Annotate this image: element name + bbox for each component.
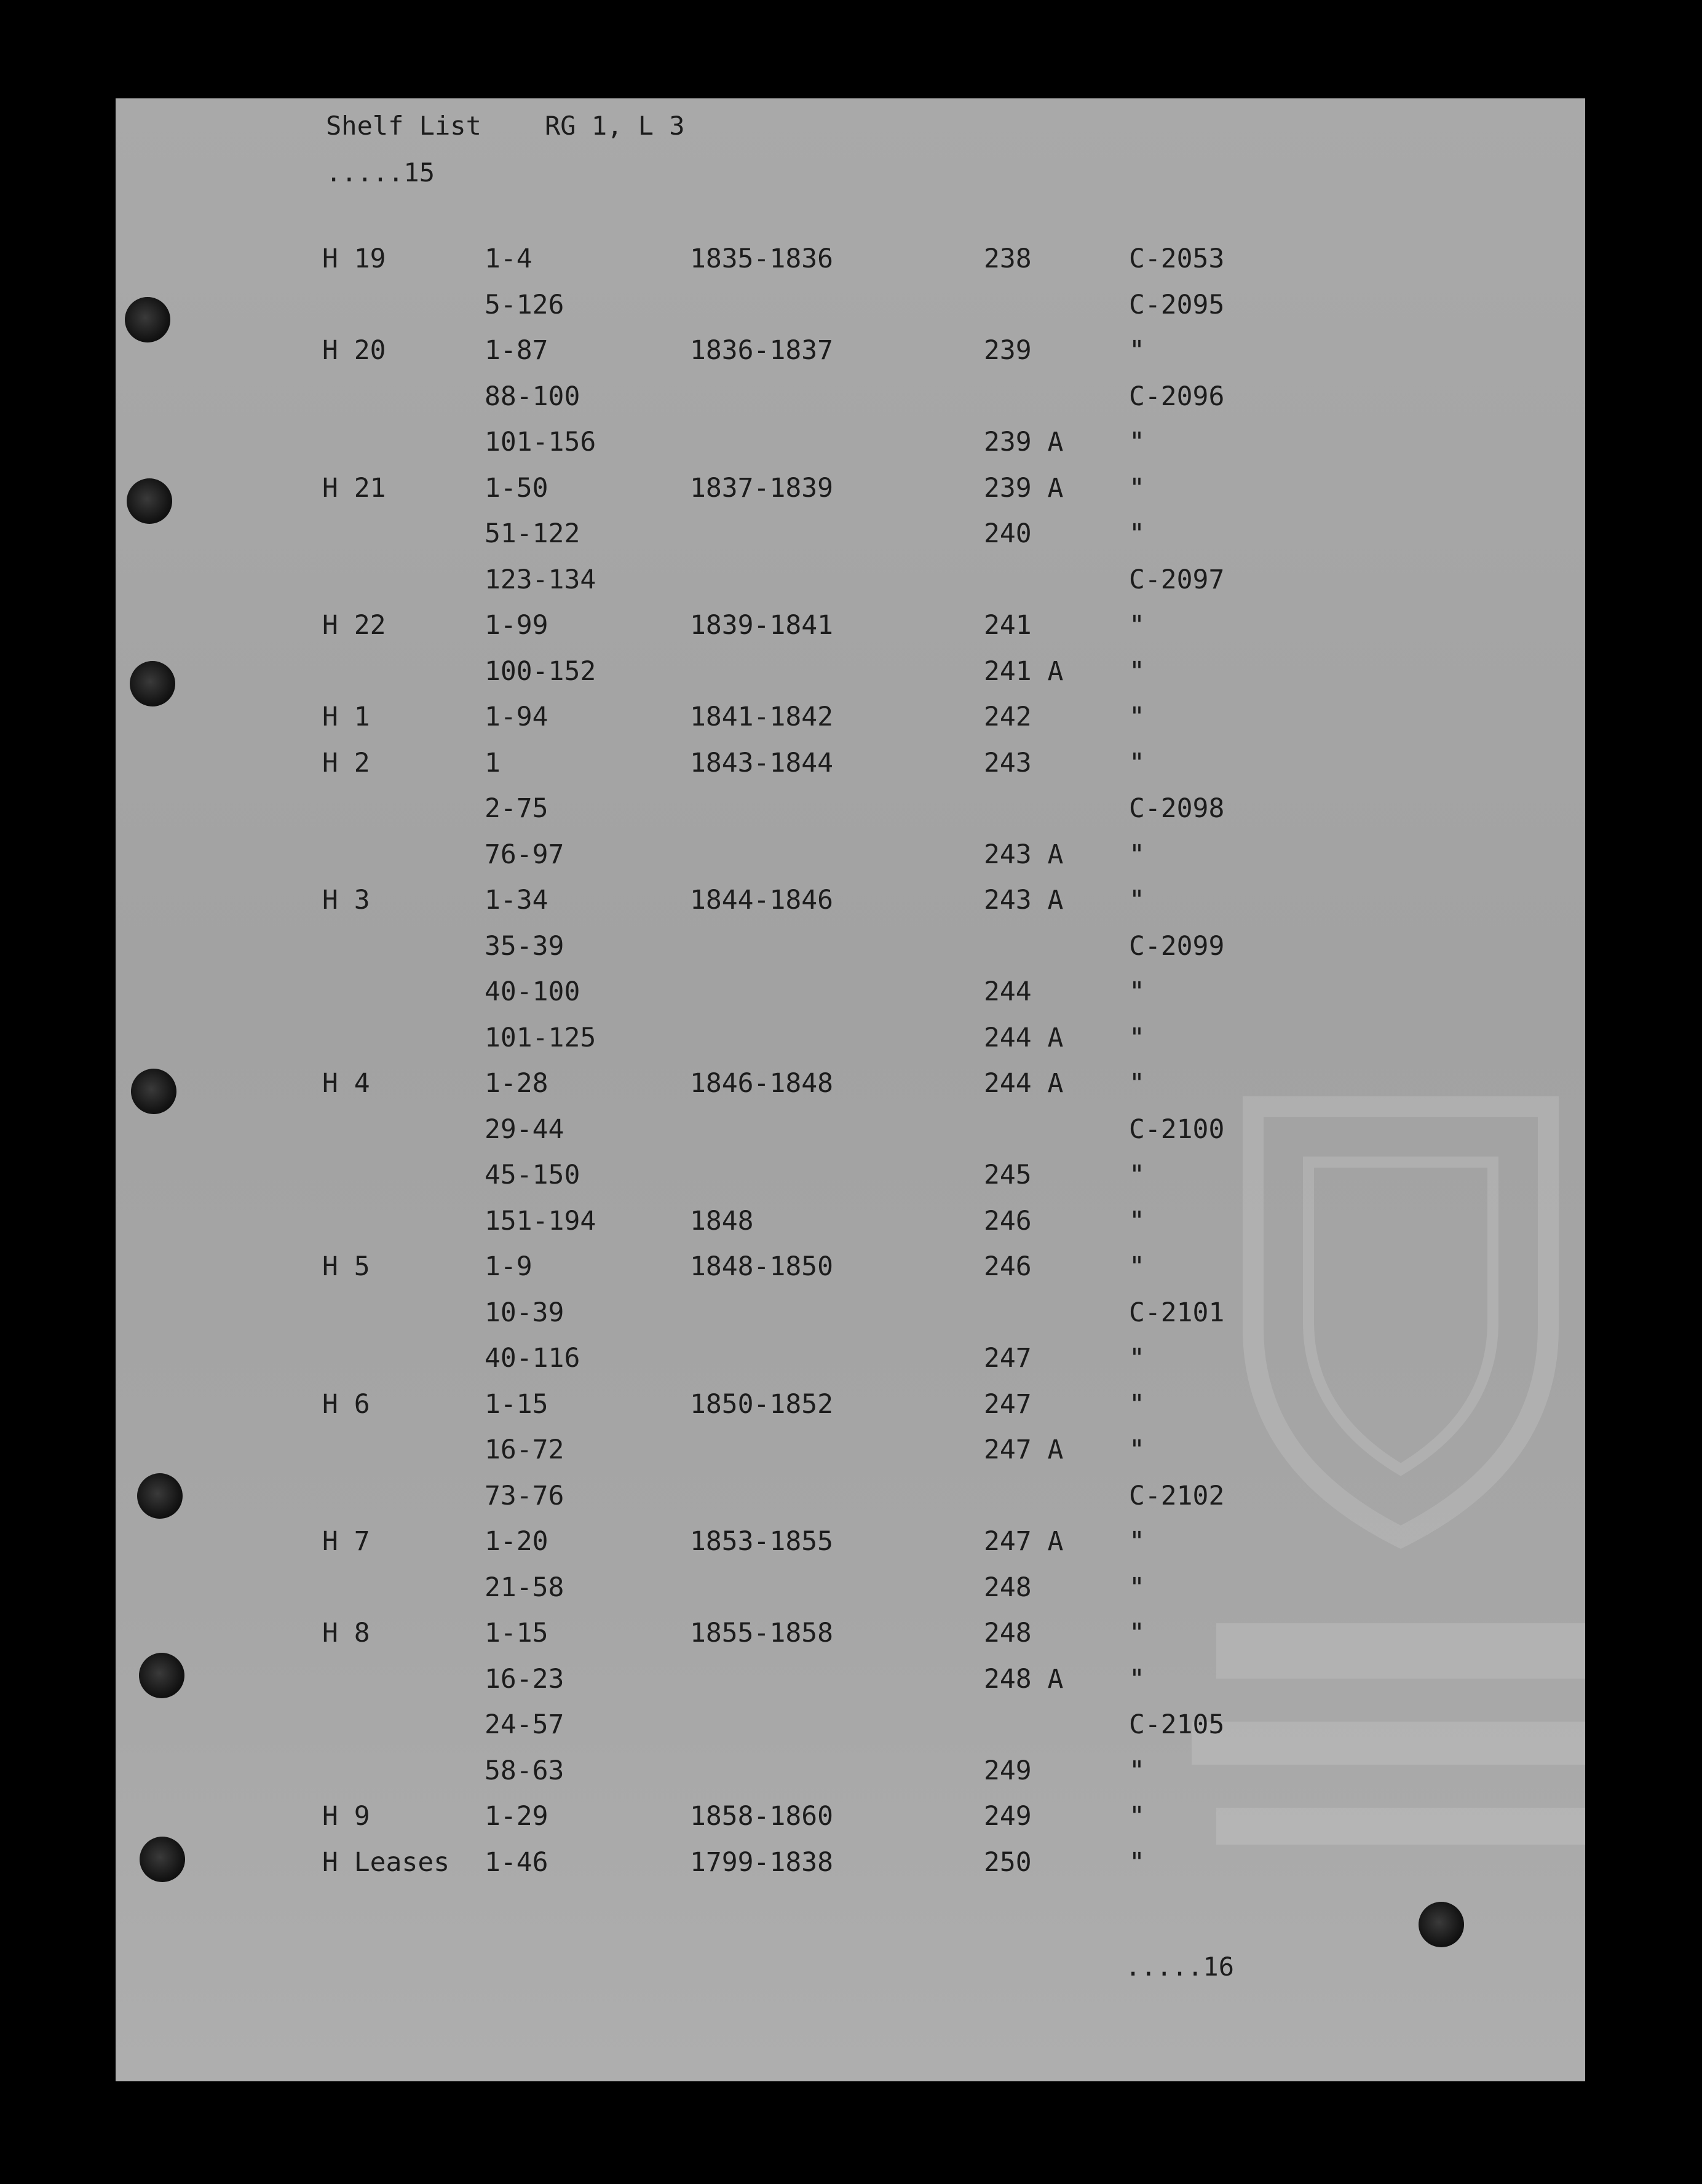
row-volume: 246 <box>984 1251 1032 1282</box>
row-volume: 244 A <box>984 1068 1064 1099</box>
row-reel: " <box>1129 1846 1145 1878</box>
row-range: 1-50 <box>485 472 548 504</box>
header-title: Shelf List <box>326 111 481 141</box>
row-years: 1799-1838 <box>690 1846 833 1878</box>
row-series: H 8 <box>322 1618 370 1648</box>
row-range: 1-20 <box>485 1526 548 1557</box>
row-volume: 245 <box>984 1160 1032 1190</box>
row-volume: 239 A <box>984 472 1064 504</box>
row-range: 1-34 <box>485 885 548 916</box>
row-volume: 247 A <box>984 1526 1064 1557</box>
crest-watermark <box>1179 1070 1585 1931</box>
row-range: 1-28 <box>485 1068 548 1099</box>
row-range: 35-39 <box>485 930 564 962</box>
row-years: 1841-1842 <box>690 702 833 732</box>
row-reel: " <box>1129 1343 1145 1374</box>
row-years: 1848-1850 <box>690 1251 833 1282</box>
row-reel: " <box>1129 518 1145 549</box>
row-range: 1-94 <box>485 702 548 732</box>
row-volume: 239 A <box>984 427 1064 457</box>
row-reel: " <box>1129 610 1145 641</box>
row-volume: 240 <box>984 518 1032 549</box>
row-volume: 247 <box>984 1343 1032 1374</box>
row-series: H 6 <box>322 1388 370 1420</box>
row-range: 1-46 <box>485 1846 548 1878</box>
row-reel: " <box>1129 655 1145 687</box>
row-range: 73-76 <box>485 1480 564 1511</box>
row-reel: " <box>1129 885 1145 916</box>
row-volume: 239 <box>984 335 1032 366</box>
row-range: 58-63 <box>485 1755 564 1786</box>
row-volume: 248 <box>984 1618 1032 1648</box>
row-reel: " <box>1129 1205 1145 1236</box>
row-volume: 247 <box>984 1388 1032 1420</box>
row-range: 101-156 <box>485 427 596 457</box>
row-volume: 246 <box>984 1205 1032 1236</box>
row-range: 16-72 <box>485 1434 564 1465</box>
row-volume: 247 A <box>984 1434 1064 1465</box>
row-volume: 242 <box>984 702 1032 732</box>
row-reel: " <box>1129 472 1145 504</box>
row-range: 1-99 <box>485 610 548 641</box>
row-series: H 21 <box>322 472 386 504</box>
row-series: H 4 <box>322 1068 370 1099</box>
row-range: 40-116 <box>485 1343 580 1374</box>
row-series: H 7 <box>322 1526 370 1557</box>
row-range: 1-29 <box>485 1801 548 1832</box>
row-range: 40-100 <box>485 976 580 1007</box>
row-reel: C-2101 <box>1129 1297 1225 1328</box>
row-years: 1848 <box>690 1205 754 1236</box>
row-range: 1 <box>485 747 501 778</box>
row-years: 1858-1860 <box>690 1801 833 1832</box>
punch-hole <box>130 661 175 706</box>
row-years: 1844-1846 <box>690 885 833 916</box>
row-reel: C-2053 <box>1129 243 1225 274</box>
punch-hole <box>1419 1902 1464 1947</box>
row-reel: C-2099 <box>1129 930 1225 962</box>
row-series: H Leases <box>322 1846 450 1878</box>
row-volume: 249 <box>984 1801 1032 1832</box>
row-reel: " <box>1129 1755 1145 1786</box>
row-series: H 3 <box>322 885 370 916</box>
row-range: 51-122 <box>485 518 580 549</box>
row-series: H 5 <box>322 1251 370 1282</box>
row-reel: " <box>1129 1388 1145 1420</box>
row-series: H 20 <box>322 335 386 366</box>
row-years: 1835-1836 <box>690 243 833 274</box>
row-range: 101-125 <box>485 1022 596 1053</box>
punch-hole <box>131 1069 176 1114</box>
row-reel: C-2097 <box>1129 564 1225 595</box>
document-sheet <box>116 98 1585 2081</box>
row-range: 76-97 <box>485 839 564 870</box>
row-reel: " <box>1129 747 1145 778</box>
row-years: 1839-1841 <box>690 610 833 641</box>
row-series: H 22 <box>322 610 386 641</box>
row-range: 5-126 <box>485 289 564 320</box>
row-volume: 238 <box>984 243 1032 274</box>
row-range: 16-23 <box>485 1663 564 1695</box>
row-reel: C-2096 <box>1129 381 1225 412</box>
row-reel: C-2102 <box>1129 1480 1225 1511</box>
row-reel: " <box>1129 1618 1145 1648</box>
row-range: 1-4 <box>485 243 532 274</box>
row-reel: " <box>1129 1022 1145 1053</box>
row-range: 1-15 <box>485 1388 548 1420</box>
row-years: 1843-1844 <box>690 747 833 778</box>
row-reel: " <box>1129 1160 1145 1190</box>
row-series: H 1 <box>322 702 370 732</box>
header-reference: RG 1, L 3 <box>545 111 685 141</box>
row-range: 2-75 <box>485 793 548 824</box>
punch-hole <box>125 297 170 342</box>
page-marker: .....15 <box>326 157 435 188</box>
row-range: 21-58 <box>485 1572 564 1603</box>
row-range: 1-15 <box>485 1618 548 1648</box>
row-reel: " <box>1129 1801 1145 1832</box>
row-years: 1846-1848 <box>690 1068 833 1099</box>
row-range: 24-57 <box>485 1709 564 1740</box>
row-reel: C-2095 <box>1129 289 1225 320</box>
row-reel: C-2100 <box>1129 1114 1225 1145</box>
row-range: 45-150 <box>485 1160 580 1190</box>
row-range: 100-152 <box>485 655 596 687</box>
row-volume: 243 <box>984 747 1032 778</box>
row-volume: 244 A <box>984 1022 1064 1053</box>
row-series: H 9 <box>322 1801 370 1832</box>
row-volume: 243 A <box>984 885 1064 916</box>
row-reel: " <box>1129 976 1145 1007</box>
row-range: 151-194 <box>485 1205 596 1236</box>
row-range: 1-87 <box>485 335 548 366</box>
row-range: 1-9 <box>485 1251 532 1282</box>
row-volume: 244 <box>984 976 1032 1007</box>
row-years: 1837-1839 <box>690 472 833 504</box>
row-volume: 243 A <box>984 839 1064 870</box>
row-range: 123-134 <box>485 564 596 595</box>
punch-hole <box>140 1837 185 1882</box>
row-years: 1850-1852 <box>690 1388 833 1420</box>
row-reel: " <box>1129 1068 1145 1099</box>
row-years: 1836-1837 <box>690 335 833 366</box>
row-reel: " <box>1129 427 1145 457</box>
row-volume: 250 <box>984 1846 1032 1878</box>
row-reel: " <box>1129 335 1145 366</box>
row-reel: " <box>1129 839 1145 870</box>
row-volume: 241 A <box>984 655 1064 687</box>
row-reel: C-2105 <box>1129 1709 1225 1740</box>
row-range: 29-44 <box>485 1114 564 1145</box>
punch-hole <box>127 478 172 524</box>
row-years: 1853-1855 <box>690 1526 833 1557</box>
row-reel: " <box>1129 1434 1145 1465</box>
row-range: 10-39 <box>485 1297 564 1328</box>
row-volume: 248 <box>984 1572 1032 1603</box>
row-reel: " <box>1129 1526 1145 1557</box>
continuation-marker: .....16 <box>1125 1952 1235 1982</box>
punch-hole <box>139 1653 184 1698</box>
row-series: H 2 <box>322 747 370 778</box>
row-reel: " <box>1129 1663 1145 1695</box>
row-volume: 241 <box>984 610 1032 641</box>
row-years: 1855-1858 <box>690 1618 833 1648</box>
row-reel: " <box>1129 702 1145 732</box>
row-reel: C-2098 <box>1129 793 1225 824</box>
punch-hole <box>137 1473 183 1519</box>
row-reel: " <box>1129 1251 1145 1282</box>
row-reel: " <box>1129 1572 1145 1603</box>
row-range: 88-100 <box>485 381 580 412</box>
row-series: H 19 <box>322 243 386 274</box>
row-volume: 249 <box>984 1755 1032 1786</box>
row-volume: 248 A <box>984 1663 1064 1695</box>
